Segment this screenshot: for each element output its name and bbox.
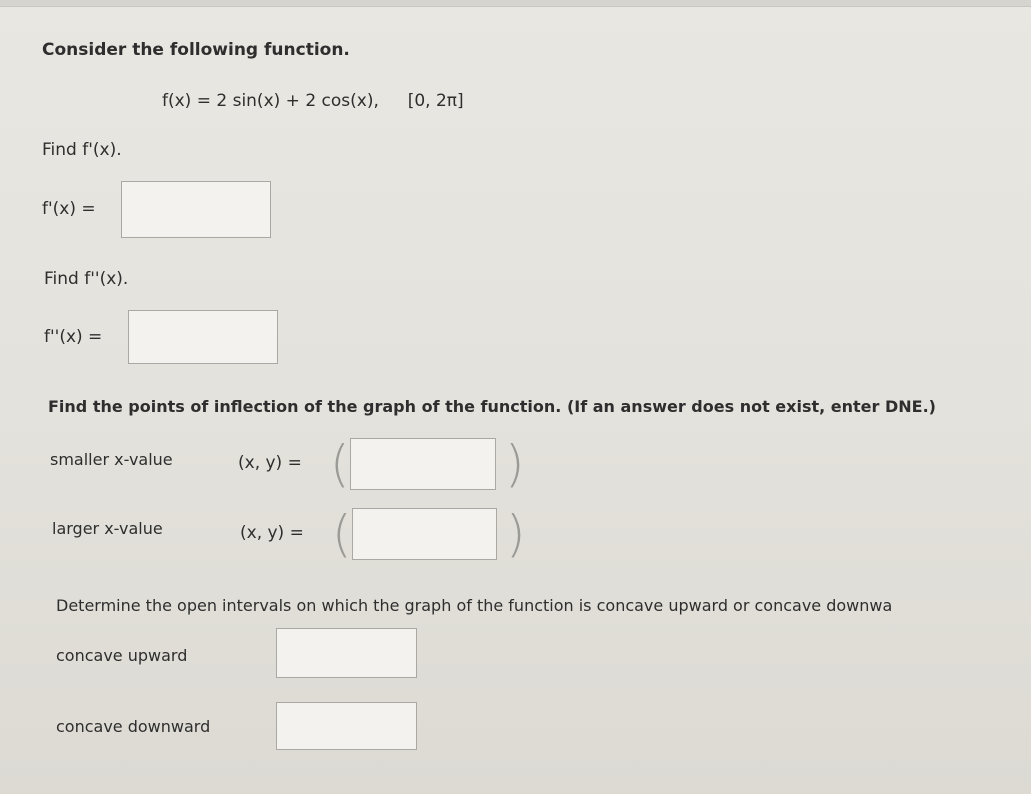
second-derivative-label: f''(x) = (44, 327, 103, 347)
function-expression: f(x) = 2 sin(x) + 2 cos(x), (162, 91, 379, 111)
smaller-x-label: smaller x-value (50, 450, 173, 469)
larger-inflection-input[interactable] (352, 508, 497, 560)
smaller-coord-label: (x, y) = (238, 453, 302, 473)
first-derivative-prompt: Find f'(x). (42, 140, 122, 160)
smaller-open-paren: ( (330, 435, 350, 493)
larger-x-label: larger x-value (52, 519, 163, 538)
first-derivative-input[interactable] (121, 181, 271, 238)
second-derivative-prompt: Find f''(x). (44, 269, 129, 289)
larger-coord-label: (x, y) = (240, 523, 304, 543)
smaller-inflection-input[interactable] (350, 438, 496, 490)
concavity-prompt: Determine the open intervals on which the graph of the function is concave upward or concave downwa (56, 596, 893, 615)
concave-upward-input[interactable] (276, 628, 417, 678)
function-interval: [0, 2π] (407, 91, 464, 111)
smaller-close-paren: ) (505, 435, 525, 493)
concave-downward-input[interactable] (276, 702, 417, 750)
inflection-prompt: Find the points of inflection of the graph of the function. (If an answer does not exist, enter DNE.) (48, 397, 936, 416)
concave-downward-label: concave downward (56, 717, 211, 736)
first-derivative-label: f'(x) = (42, 199, 96, 219)
concave-upward-label: concave upward (56, 646, 188, 665)
intro-text: Consider the following function. (42, 40, 350, 60)
function-definition (162, 91, 464, 111)
larger-open-paren: ( (332, 505, 352, 563)
top-border (0, 0, 1031, 7)
second-derivative-input[interactable] (128, 310, 278, 364)
larger-close-paren: ) (506, 505, 526, 563)
